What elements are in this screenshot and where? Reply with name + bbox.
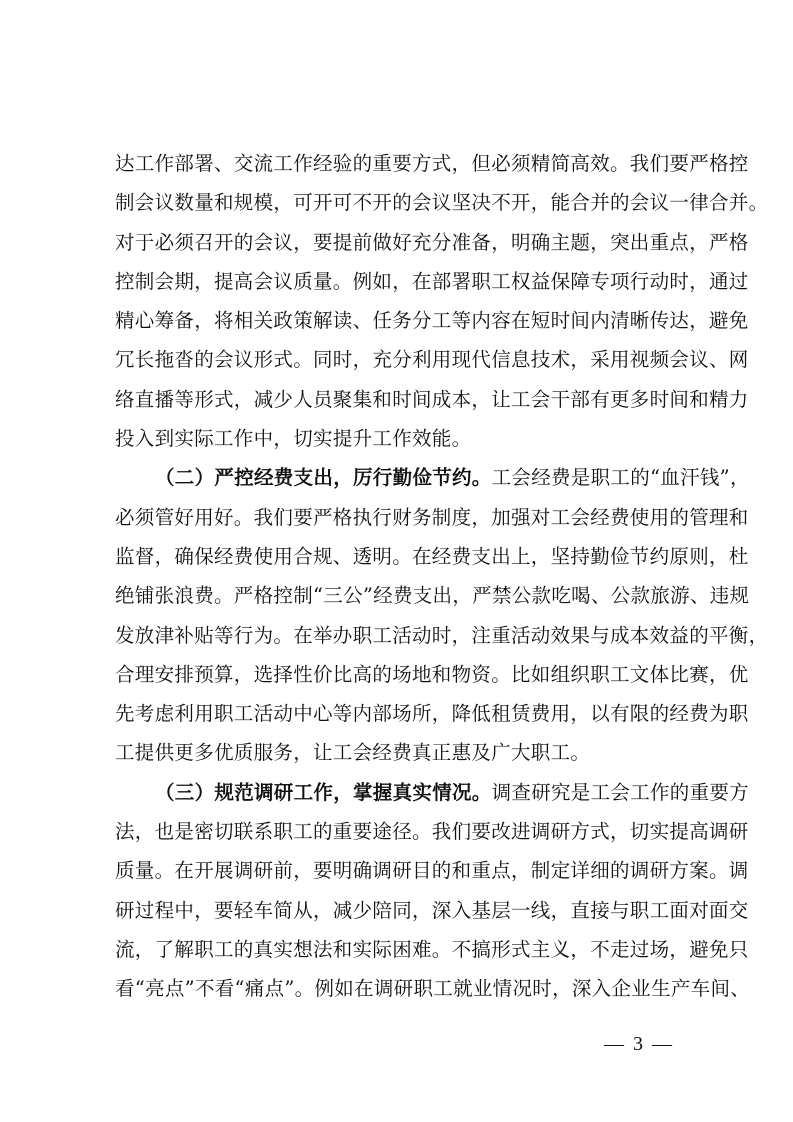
text-line: 先考虑利用职工活动中心等内部场所，降低租赁费用，以有限的经费为职 [115,702,749,726]
text-line: 流，了解职工的真实想法和实际困难。不搞形式主义，不走过场，避免只 [115,937,749,961]
text-line: 控制会期，提高会议质量。例如，在部署职工权益保障专项行动时，通过 [115,269,749,293]
text-line [115,458,750,497]
page-number: — 3 — [604,1033,674,1055]
text-line: 发放津补贴等行为。在举办职工活动时，注重活动效果与成本效益的平衡， [115,623,769,647]
text-line: 精心筹备，将相关政策解读、任务分工等内容在短时间内清晰传达，避免 [115,309,749,333]
text-line: 质量。在开展调研前，要明确调研目的和重点，制定详细的调研方案。调 [115,859,749,883]
paragraph-funding [115,458,769,772]
text-span: 调查研究是工会工作的重要方 [491,780,750,804]
text-line: 对于必须召开的会议，要提前做好充分准备，明确主题，突出重点，严格 [115,230,749,254]
text-span: 工会经费是职工的“血汗钱”， [491,466,750,490]
section-heading: （三）规范调研工作，掌握真实情况。 [155,780,492,804]
text-line: 绝铺张浪费。严格控制“三公”经费支出，严禁公款吃喝、公款旅游、违规 [115,584,750,608]
section-heading: （二）严控经费支出，厉行勤俭节约。 [155,466,492,490]
body-text [115,144,769,1009]
text-line: 络直播等形式，减少人员聚集和时间成本，让工会干部有更多时间和精力 [115,387,749,411]
text-line [115,773,750,812]
paragraph-meetings [115,144,769,458]
text-line: 监督，确保经费使用合规、透明。在经费支出上，坚持勤俭节约原则，杜 [115,544,749,568]
text-line: 合理安排预算，选择性价比高的场地和物资。比如组织职工文体比赛，优 [115,662,749,686]
text-line: 必须管好用好。我们要严格执行财务制度，加强对工会经费使用的管理和 [115,505,749,529]
paragraph-research [115,773,751,1009]
text-line: 看“亮点”不看“痛点”。例如在调研职工就业情况时，深入企业生产车间、 [115,977,751,1001]
text-line: 投入到实际工作中，切实提升工作效能。 [115,427,472,451]
text-line: 研过程中，要轻车简从，减少陪同，深入基层一线，直接与职工面对面交 [115,898,749,922]
text-line: 达工作部署、交流工作经验的重要方式，但必须精简高效。我们要严格控 [115,152,749,175]
text-line: 冗长拖沓的会议形式。同时，充分利用现代信息技术，采用视频会议、网 [115,348,749,372]
text-line: 工提供更多优质服务，让工会经费真正惠及广大职工。 [115,741,591,765]
text-line: 制会议数量和规模，可开可不开的会议坚决不开，能合并的会议一律合并。 [115,191,769,215]
text-line: 法，也是密切联系职工的重要途径。我们要改进调研方式，切实提高调研 [115,820,749,844]
